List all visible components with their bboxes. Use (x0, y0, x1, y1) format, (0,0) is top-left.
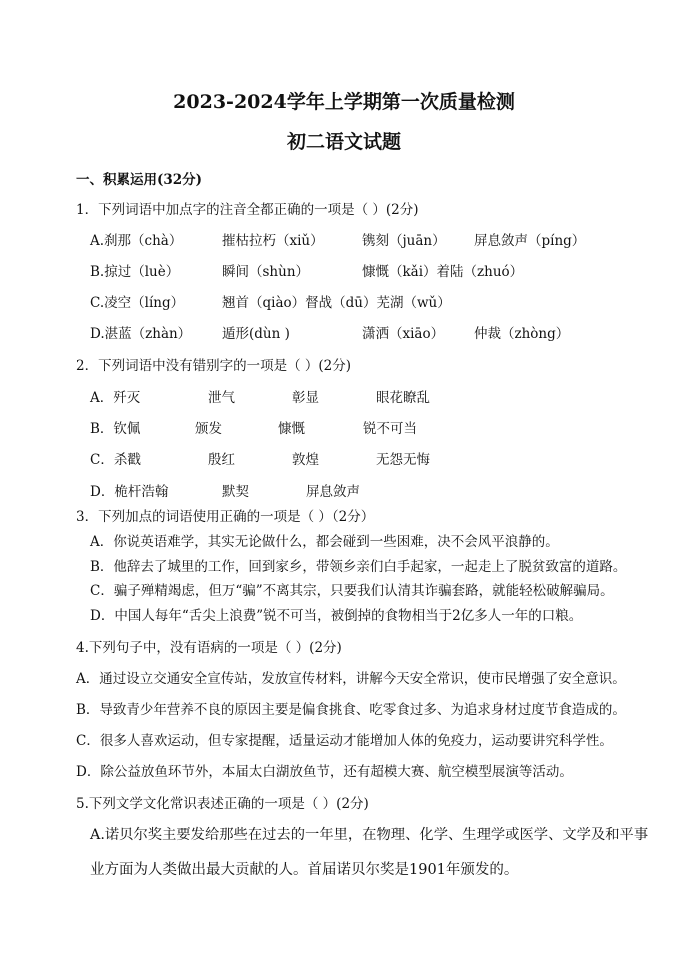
q2-option-b-3: 慷慨 (278, 421, 305, 437)
q3-option-a: A．你说英语难学，其实无论做什么，都会碰到一些困难，决不会风平浪静的。 (90, 534, 559, 550)
q4-option-b: B．导致青少年营养不良的原因主要是偏食挑食、吃零食过多、为追求身材过度节食造成的。 (76, 702, 626, 718)
q2-option-a-4: 眼花瞭乱 (376, 390, 430, 406)
q1-option-d-3: 潇洒（xiāo） (362, 326, 445, 342)
q2-option-b-4: 锐不可当 (363, 421, 417, 437)
exam-title: 2023-2024学年上学期第一次质量检测 (173, 91, 515, 113)
q1-option-b-3: 慷慨（kǎi）着陆（zhuó） (362, 264, 524, 280)
q1-option-a-3: 镌刻（juān） (362, 233, 446, 249)
q4-option-d: D．除公益放鱼环节外，本届太白湖放鱼节，还有超模大赛、航空模型展演等活动。 (76, 764, 573, 780)
q1-option-c-1: C.凌空（líng） (90, 295, 185, 311)
q1-option-b-1: B.掠过（luè） (90, 264, 180, 280)
q1-option-b-2: 瞬间（shùn） (222, 264, 310, 280)
section-heading: 一、积累运用(32分) (76, 172, 203, 188)
q2-option-b-1: B．钦佩 (90, 421, 141, 437)
q3-option-d: D．中国人每年“舌尖上浪费”锐不可当，被倒掉的食物相当于2亿多人一年的口粮。 (90, 608, 583, 624)
q4-stem: 4.下列句子中，没有语病的一项是（ ）(2分) (76, 640, 342, 656)
q2-stem: 2．下列词语中没有错别字的一项是（ ）(2分) (76, 358, 352, 374)
q3-option-b: B．他辞去了城里的工作，回到家乡，带领乡亲们白手起家，一起走上了脱贫致富的道路。 (90, 559, 627, 575)
q5-stem: 5.下列文学文化常识表述正确的一项是（ ）(2分) (76, 796, 369, 812)
q1-option-a-4: 屏息敛声（píng） (474, 233, 586, 249)
q2-option-c-1: C．杀戳 (90, 452, 141, 468)
q1-option-a-2: 摧枯拉朽（xiǔ） (222, 233, 324, 249)
q2-option-c-4: 无怨无悔 (376, 452, 430, 468)
q5-option-a-line1: A.诺贝尔奖主要发给那些在过去的一年里，在物理、化学、生理学或医学、文学及和平事 (90, 827, 649, 843)
q2-option-a-1: A．歼灭 (90, 390, 141, 406)
q2-option-d-1: D．桅杆浩翰 (90, 484, 169, 500)
q2-option-a-3: 彰显 (292, 390, 319, 406)
q1-option-d-4: 仲裁（zhòng） (474, 326, 570, 342)
q4-option-c: C．很多人喜欢运动，但专家提醒，适量运动才能增加人体的免疫力，运动要讲究科学性。 (76, 733, 613, 749)
q5-option-a-line2: 业方面为人类做出最大贡献的人。首届诺贝尔奖是1901年颁发的。 (90, 862, 519, 878)
q2-option-a-2: 泄气 (208, 390, 235, 406)
q1-option-d-2: 遁形(dùn ) (222, 326, 290, 342)
q2-option-d-2: 默契 (222, 484, 249, 500)
q1-option-d-1: D.湛蓝（zhàn） (90, 326, 192, 342)
exam-subtitle: 初二语文试题 (286, 131, 401, 153)
q2-option-b-2: 颁发 (195, 421, 222, 437)
q2-option-d-3: 屏息敛声 (306, 484, 360, 500)
q3-option-c: C．骗子殚精竭虑，但万“骗”不离其宗，只要我们认清其诈骗套路，就能轻松破解骗局。 (90, 583, 614, 599)
q1-stem: 1．下列词语中加点字的注音全都正确的一项是（ ）(2分) (76, 202, 419, 218)
q3-stem: 3．下列加点的词语使用正确的一项是（ ）（2分） (76, 509, 375, 525)
q1-option-c-2: 翘首（qiào）督战（dū）芜湖（wǔ） (222, 295, 451, 311)
q1-option-a-1: A.刹那（chà） (90, 233, 183, 249)
q2-option-c-2: 殷红 (208, 452, 235, 468)
q4-option-a: A．通过设立交通安全宣传站，发放宣传材料，讲解今天安全常识，使市民增强了安全意识。 (76, 671, 626, 687)
q2-option-c-3: 敦煌 (292, 452, 319, 468)
